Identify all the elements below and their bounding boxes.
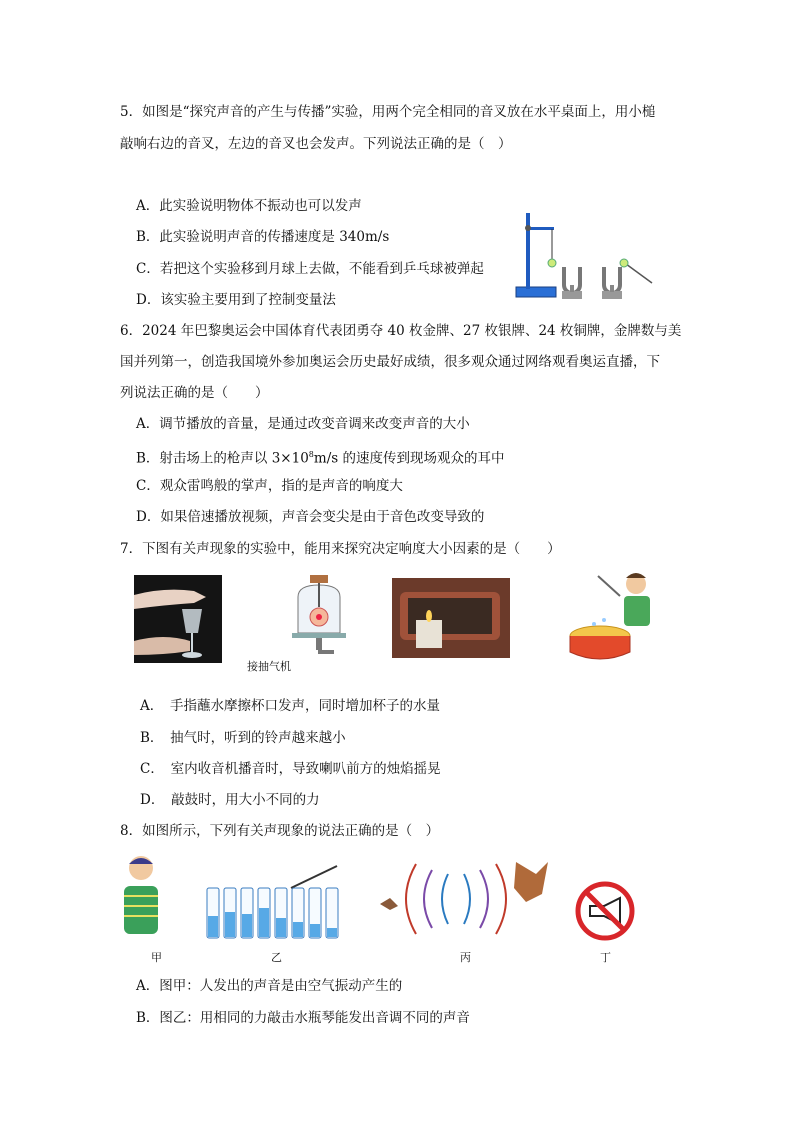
q6-option-c: C．观众雷鸣般的掌声，指的是声音的响度大 [136, 478, 403, 494]
fig-label-ding: 丁 [600, 951, 611, 964]
q5-option-c: C．若把这个实验移到月球上去做，不能看到乒乓球被弹起 [136, 261, 484, 277]
q6-stem-line1: 6．2024 年巴黎奥运会中国体育代表团勇夺 40 枚金牌、27 枚银牌、24 枚铜牌，金牌数与美 [120, 323, 682, 339]
q5-option-b: B．此实验说明声音的传播速度是 340m/s [136, 229, 390, 245]
q6-stem-line2: 国并列第一，创造我国境外参加奥运会历史最好成绩，很多观众通过网络观看奥运直播，下 [120, 354, 660, 370]
q6-option-b: B．射击场上的枪声以 $3\times 10^8m/s$ 的速度传到现场观众的耳中 [136, 450, 505, 467]
q8-option-b: B．图乙：用相同的力敲击水瓶琴能发出音调不同的声音 [136, 1010, 470, 1026]
water-bottles-figure [205, 858, 345, 942]
q5-stem-line1: 5．如图是“探究声音的产生与传播”实验，用两个完全相同的音叉放在水平桌面上，用小槌 [120, 104, 656, 120]
q7-option-d: D． 敲鼓时，用大小不同的力 [140, 792, 320, 808]
fig-label-jia: 甲 [151, 951, 162, 964]
wine-glass-photo [134, 575, 222, 663]
q8-stem: 8．如图所示，下列有关声现象的说法正确的是（ ） [120, 823, 440, 839]
drum-boy-figure [568, 566, 658, 670]
q6-option-d: D．如果倍速播放视频，声音会变尖是由于音色改变导致的 [136, 509, 485, 525]
fig-label-bing: 丙 [460, 951, 471, 964]
q8-option-a: A．图甲：人发出的声音是由空气振动产生的 [136, 978, 403, 994]
person-throat-figure [116, 852, 166, 942]
q6-option-a: A．调节播放的音量，是通过改变音调来改变声音的大小 [136, 416, 470, 432]
q6-stem-line3: 列说法正确的是（ ） [120, 385, 269, 401]
vacuum-pump-caption: 接抽气机 [247, 660, 291, 673]
q5-option-a: A．此实验说明物体不振动也可以发声 [136, 198, 362, 214]
fig-label-yi: 乙 [271, 951, 282, 964]
q5-stem-line2: 敲响右边的音叉，左边的音叉也会发声。下列说法正确的是（ ） [120, 136, 512, 152]
bell-jar-figure [288, 573, 352, 659]
q7-option-b: B． 抽气时，听到的铃声越来越小 [140, 730, 346, 746]
bat-echolocation-figure [376, 854, 552, 944]
no-horn-sign-icon [574, 880, 636, 942]
q5-option-d: D．该实验主要用到了控制变量法 [136, 292, 336, 308]
q7-option-c: C． 室内收音机播音时，导致喇叭前方的烛焰摇晃 [140, 761, 441, 777]
q7-option-a: A． 手指蘸水摩擦杯口发声，同时增加杯子的水量 [140, 698, 440, 714]
radio-candle-photo [392, 578, 510, 658]
q7-stem: 7．下图有关声现象的实验中，能用来探究决定响度大小因素的是（ ） [120, 541, 561, 557]
tuning-fork-figure [512, 205, 660, 301]
